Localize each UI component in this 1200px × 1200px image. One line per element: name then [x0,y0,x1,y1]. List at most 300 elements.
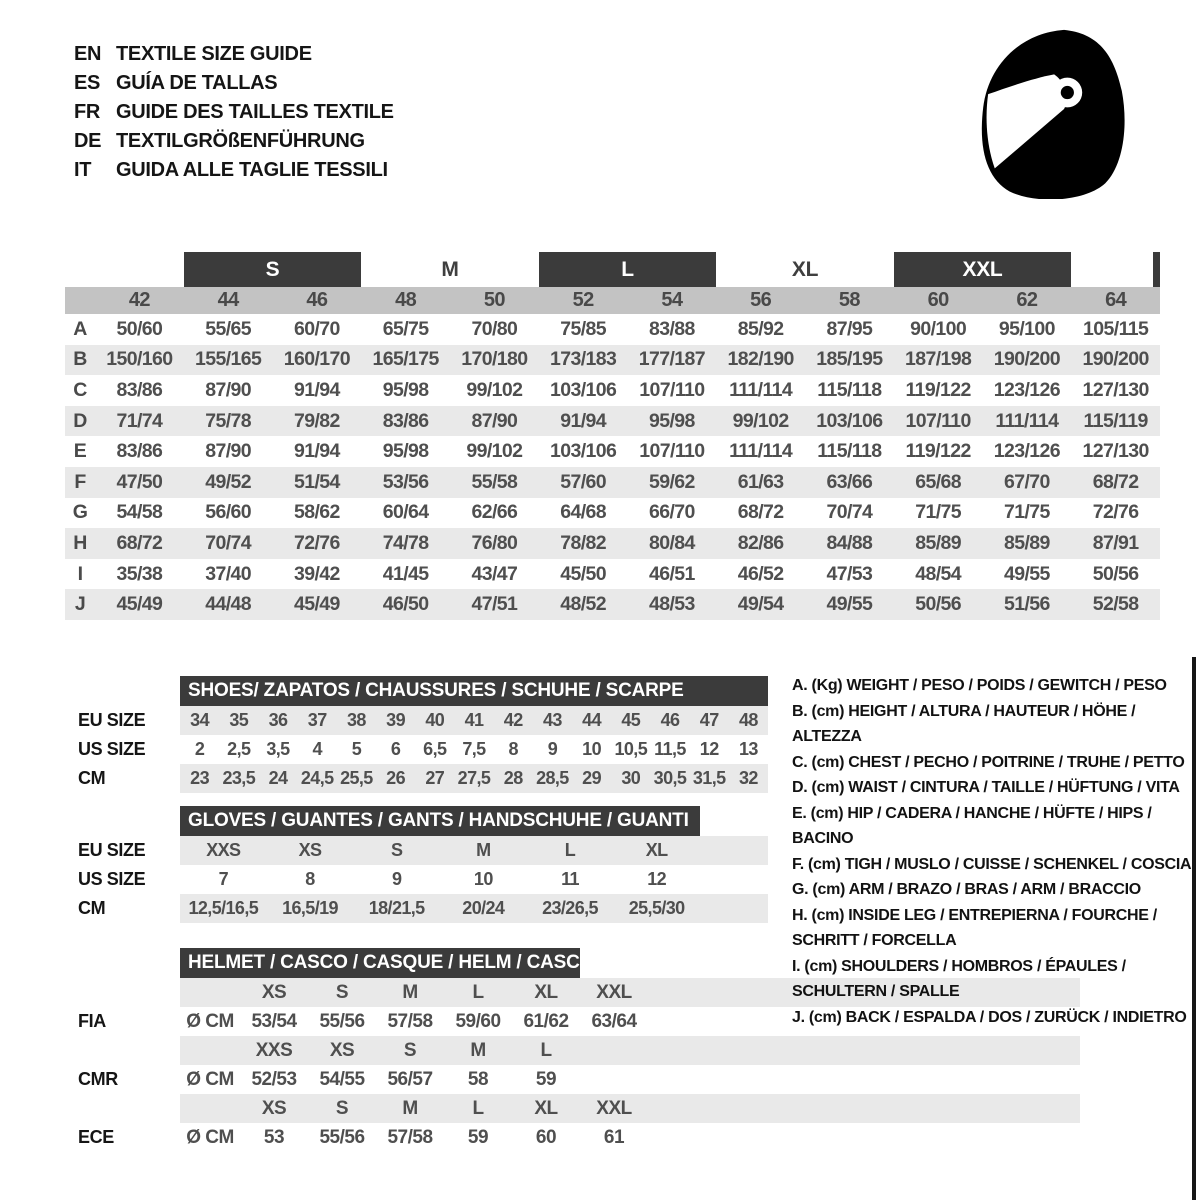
legend-item: I. (cm) SHOULDERS / HOMBROS / ÉPAULES / SCHULTERN / SPALLE [792,957,1126,1000]
helmet-diameter-value: 55/56 [319,1010,365,1032]
table-row-j [65,589,1160,620]
shoe-size-value: 27,5 [457,768,491,788]
measurement-value: 55/58 [471,470,518,493]
measurement-value: 35/38 [116,562,163,585]
measurement-value: 64/68 [560,501,607,524]
diameter-column-spacer [180,1036,240,1065]
measurement-value: 45/49 [293,593,340,616]
measurement-value: 127/130 [1082,440,1149,463]
measurement-value: 85/89 [1003,531,1050,554]
measurement-value: 61/63 [737,470,784,493]
measurement-value: 71/75 [1003,501,1050,524]
table-row-c [65,375,1160,406]
diameter-column-spacer [180,978,240,1007]
measurement-value: 48/54 [915,562,962,585]
helmet-size-label: S [403,1039,417,1061]
measurement-value: 87/90 [205,378,252,401]
page-title: TEXTILE SIZE GUIDE [116,43,312,65]
measurement-value: 107/110 [905,409,971,432]
shoe-size-value: 8 [508,739,518,759]
size-column-header: 54 [661,289,683,311]
glove-size-value: M [476,840,491,860]
helmet-size-label: XXS [255,1039,293,1061]
size-group-l: L [539,252,717,287]
helmet-diameter-value: 59 [467,1126,489,1148]
measurement-value: 107/110 [639,440,705,463]
glove-size-value: 23/26,5 [542,898,598,918]
measurement-value: 39/42 [293,562,340,585]
measurement-value: 67/70 [1003,470,1050,493]
language-code: EN [74,43,102,65]
shoe-size-value: 46 [660,710,680,730]
measurement-value: 91/94 [560,409,607,432]
measurement-value: 111/114 [729,378,793,401]
ece-sizes [180,1094,648,1123]
measurement-value: 60/64 [382,501,429,524]
measurement-value: 70/74 [826,501,873,524]
gloves-eu-row [78,836,768,865]
shoe-size-value: 11,5 [654,739,686,759]
helmet-diameter-value: 59 [535,1068,557,1090]
measurement-value: 123/126 [993,440,1061,463]
measurement-value: 48/53 [648,593,695,616]
measurement-value: 99/102 [466,440,523,463]
language-title-block [74,40,394,185]
size-column-header: 44 [217,289,239,311]
measurement-value: 50/56 [915,593,962,616]
measurement-value: 150/160 [106,348,173,371]
legend-item: G. (cm) ARM / BRAZO / BRAS / ARM / BRACCIO [792,881,1141,898]
row-key: G [72,501,88,524]
helmet-diameter-value: 52/53 [251,1068,297,1090]
shoe-size-value: 24,5 [300,768,334,788]
glove-size-value: 12,5/16,5 [188,898,259,918]
measurement-value: 58/62 [293,501,340,524]
measurement-value: 111/114 [995,409,1059,432]
gloves-cm-row [78,894,768,923]
shoe-size-value: 43 [542,710,562,730]
row-key: H [73,531,87,554]
measurement-value: 185/195 [816,348,883,371]
page-title: GUIDA ALLE TAGLIE TESSILI [116,159,388,181]
title-row-fr [74,98,394,127]
size-column-header: 42 [128,289,150,311]
legend-item: A. (Kg) WEIGHT / PESO / POIDS / GEWITCH / PESO [792,677,1167,694]
measurement-value: 90/100 [910,317,967,340]
shoe-size-value: 9 [547,739,558,759]
measurement-value: 48/52 [560,593,607,616]
shoe-size-value: 5 [351,739,362,759]
measurement-value: 56/60 [205,501,252,524]
row-label-eu-size: EU SIZE [78,710,146,730]
measurement-value: 50/56 [1092,562,1139,585]
shoe-size-value: 10 [582,739,601,759]
table-row-b [65,345,1160,376]
shoe-size-value: 6,5 [423,739,447,759]
size-group-m: M [441,257,459,281]
measurement-value: 66/70 [648,501,695,524]
measurement-value: 75/78 [205,409,252,432]
helmet-diameter-value: 63/64 [591,1010,637,1032]
measurement-value: 111/114 [729,440,793,463]
measurement-value: 51/56 [1003,593,1050,616]
helmet-size-label: XS [329,1039,355,1061]
shoe-size-value: 44 [582,710,601,730]
helmet-size-label: L [472,1097,484,1119]
size-group-header-row [65,252,1160,287]
measurement-value: 87/91 [1092,531,1139,554]
table-row-e [65,436,1160,467]
measurement-value: 37/40 [205,562,252,585]
table-row-i [65,559,1160,590]
measurement-value: 45/50 [560,562,607,585]
glove-size-value: S [390,840,403,860]
glove-size-value: 25,5/30 [628,898,685,918]
size-number-band [65,287,1160,314]
shoe-size-value: 26 [386,768,405,788]
shoe-size-value: 38 [346,710,366,730]
shoe-size-value: 6 [390,739,401,759]
measurement-value: 72/76 [1092,501,1139,524]
measurement-value: 83/88 [648,317,695,340]
shoe-size-value: 36 [268,710,288,730]
helmet-diameter-value: 53 [263,1126,285,1148]
measurement-value: 47/53 [826,562,873,585]
shoe-size-value: 2,5 [227,739,251,759]
measurement-value: 87/95 [826,317,873,340]
measurement-value: 76/80 [471,531,518,554]
glove-size-value: 7 [218,869,229,889]
row-key: E [73,440,87,463]
helmet-size-label: XXL [596,981,632,1003]
shoe-size-value: 7,5 [462,739,486,759]
measurement-value: 46/50 [382,593,429,616]
measurement-value: 74/78 [382,531,429,554]
shoe-size-value: 31,5 [692,768,726,788]
cmr-size-band [180,1036,1080,1065]
measurement-value: 105/115 [1083,317,1149,340]
shoe-size-value: 42 [503,710,523,730]
page-title: GUÍA DE TALLAS [116,72,278,94]
right-border-rule [1192,657,1196,1200]
measurement-value: 75/85 [560,317,607,340]
helmet-diameter-value: 53/54 [251,1010,297,1032]
glove-size-value: XS [298,840,322,860]
shoe-size-value: 41 [464,710,484,730]
measurement-value: 103/106 [816,409,883,432]
legend-item: F. (cm) TIGH / MUSLO / CUISSE / SCHENKEL / COSCIA [792,855,1192,873]
table-row-f [65,467,1160,498]
language-code: FR [74,101,101,123]
language-code: IT [74,159,92,181]
glove-size-value: 11 [561,869,579,889]
shoe-size-value: 37 [307,710,327,730]
shoe-size-value: 30 [621,768,641,788]
shoe-size-value: 23,5 [222,768,256,788]
shoe-size-value: 29 [582,768,601,788]
measurement-value: 68/72 [116,531,163,554]
shoe-size-value: 2 [194,739,205,759]
measurement-value: 160/170 [283,348,351,371]
measurement-value: 47/51 [471,593,518,616]
helmet-size-label: XL [534,981,558,1003]
shoe-size-value: 40 [425,710,445,730]
measurement-value: 115/118 [817,440,882,463]
measurement-value: 49/55 [826,593,873,616]
measurement-value: 107/110 [639,378,705,401]
shoes-section-title: SHOES/ ZAPATOS / CHAUSSURES / SCHUHE / SCARPE [180,676,768,706]
measurement-value: 155/165 [194,348,262,371]
measurement-value: 43/47 [471,562,518,585]
size-column-header: 64 [1105,289,1127,311]
measurement-value: 95/100 [998,317,1055,340]
glove-size-value: 10 [473,869,493,889]
title-row-it [74,156,394,185]
measurement-value: 65/68 [915,470,962,493]
measurement-value: 53/56 [382,470,429,493]
helmet-diameter-value: 61/62 [523,1010,569,1032]
measurement-value: 87/90 [471,409,518,432]
helmet-size-label: L [540,1039,552,1061]
legend-item: C. (cm) CHEST / PECHO / POITRINE / TRUHE / PETTO [792,753,1185,771]
measurement-value: 83/86 [382,409,429,432]
gloves-us-values [180,865,768,894]
racing-helmet-icon [970,24,1135,199]
glove-size-value: 20/24 [462,898,505,918]
fia-values-row [78,1007,648,1036]
diameter-unit-label: Ø CM [186,1126,234,1148]
measurement-value: 99/102 [466,378,523,401]
page-title: GUIDE DES TAILLES TEXTILE [116,101,394,123]
helmet-size-label: M [402,981,418,1003]
language-code: ES [74,72,101,94]
size-column-header: 56 [750,289,772,311]
page-title: TEXTILGRÖßENFÜHRUNG [116,130,365,152]
glove-size-value: XL [645,840,668,860]
row-label-cm: CM [78,768,106,788]
glove-size-value: 9 [391,869,402,889]
glove-size-value: L [564,840,576,860]
measurement-value: 55/65 [205,317,252,340]
title-row-es [74,69,394,98]
measurement-value: 95/98 [382,378,429,401]
measurement-value: 190/200 [993,348,1061,371]
measurement-value: 190/200 [1082,348,1149,371]
measurement-value: 170/180 [461,348,528,371]
measurement-value: 50/60 [116,317,163,340]
measurement-value: 182/190 [727,348,794,371]
helmet-size-label: S [335,981,349,1003]
cmr-values [180,1065,648,1094]
measurement-value: 115/118 [817,378,882,401]
shoe-size-value: 39 [386,710,405,730]
size-column-header: 50 [483,289,505,311]
fia-sizes [180,978,648,1007]
measurement-value: 63/66 [826,470,873,493]
measurement-value: 123/126 [993,378,1061,401]
gloves-eu-values [180,836,768,865]
measurement-value: 45/49 [116,593,163,616]
shoes-us-values [180,735,768,764]
measurement-value: 49/52 [205,470,252,493]
shoe-size-value: 4 [312,739,322,759]
measurement-value: 52/58 [1092,593,1139,616]
diameter-unit-label: Ø CM [186,1068,234,1090]
shoe-size-value: 10,5 [614,739,648,759]
size-header-endcap [1153,252,1160,287]
measurement-value: 46/52 [737,562,784,585]
measurement-value: 70/74 [205,531,252,554]
measurement-value: 95/98 [382,440,429,463]
measurement-value: 119/122 [905,378,971,401]
helmet-diameter-value: 54/55 [319,1068,365,1090]
glove-size-value: 18/21,5 [368,898,425,918]
measurement-legend [792,673,1200,1030]
glove-size-value: 8 [305,869,315,889]
measurement-value: 87/90 [205,440,252,463]
size-group-xxl: XXL [894,252,1072,287]
glove-size-value: 16,5/19 [282,898,338,918]
title-row-en [74,40,394,69]
row-key: A [73,317,87,340]
shoe-size-value: 12 [699,739,719,759]
helmet-size-label: XL [534,1097,558,1119]
glove-size-value: 12 [647,869,667,889]
row-key: B [73,348,87,371]
size-column-header: 58 [838,289,860,311]
measurement-value: 119/122 [905,440,971,463]
helmet-diameter-value: 59/60 [455,1010,501,1032]
shoe-size-value: 13 [738,739,758,759]
row-key: D [73,409,87,432]
legend-item: D. (cm) WAIST / CINTURA / TAILLE / HÜFTUNG / VITA [792,779,1180,796]
shoe-size-value: 28,5 [536,768,569,788]
measurement-value: 91/94 [293,378,340,401]
diameter-column-spacer [180,1094,240,1123]
shoe-size-value: 48 [738,710,758,730]
ece-values [180,1123,648,1152]
cmr-values-row [78,1065,648,1094]
helmet-diameter-value: 55/56 [319,1126,365,1148]
measurement-value: 46/51 [648,562,695,585]
helmet-size-label: M [402,1097,418,1119]
row-label-us-size: US SIZE [78,869,146,889]
size-column-header: 62 [1016,289,1038,311]
helmet-diameter-value: 61 [603,1126,625,1148]
helmet-diameter-value: 56/57 [387,1068,433,1090]
shoes-eu-row [78,706,768,735]
size-group-s: S [184,252,362,287]
measurement-value: 71/75 [915,501,962,524]
shoe-size-value: 3,5 [266,739,290,759]
shoes-cm-row [78,764,768,793]
glove-size-value: XXS [206,840,241,860]
measurement-value: 85/89 [915,531,962,554]
shoe-size-value: 24 [268,768,288,788]
helmet-diameter-value: 57/58 [387,1126,433,1148]
measurement-value: 103/106 [549,378,617,401]
shoe-size-value: 30,5 [653,768,687,788]
measurement-value: 83/86 [116,440,163,463]
table-row-a [65,314,1160,345]
size-group-xl: XL [791,257,819,281]
shoe-size-value: 28 [503,768,523,788]
legend-item: E. (cm) HIP / CADERA / HANCHE / HÜFTE / HIPS / BACINO [792,804,1152,847]
measurement-value: 91/94 [293,440,340,463]
shoe-size-value: 32 [738,768,758,788]
measurement-value: 70/80 [471,317,518,340]
shoe-size-value: 25,5 [340,768,373,788]
standard-label-fia: FIA [78,1011,106,1031]
row-key: C [73,378,87,401]
helmet-size-label: S [335,1097,349,1119]
row-key: F [74,470,86,493]
cmr-sizes [180,1036,648,1065]
size-column-header: 60 [927,289,949,311]
measurement-value: 187/198 [904,348,972,371]
measurement-table [65,314,1160,620]
measurement-value: 49/54 [737,593,784,616]
helmet-diameter-value: 60 [535,1126,557,1148]
measurement-value: 47/50 [116,470,163,493]
gloves-cm-values [180,894,768,923]
table-row-g [65,498,1160,529]
ece-values-row [78,1123,648,1152]
measurement-value: 68/72 [737,501,784,524]
shoe-size-value: 23 [190,768,209,788]
row-key-spacer [65,287,95,314]
size-column-header: 52 [572,289,594,311]
row-label-eu-size: EU SIZE [78,840,146,860]
measurement-value: 103/106 [549,440,617,463]
measurement-value: 78/82 [560,531,607,554]
measurement-value: 72/76 [293,531,340,554]
measurement-value: 44/48 [205,593,252,616]
row-label-cm: CM [78,898,106,918]
helmet-size-label: L [472,981,484,1003]
legend-item: B. (cm) HEIGHT / ALTURA / HAUTEUR / HÖHE / ALTEZZA [792,702,1136,745]
helmet-size-label: XS [261,981,287,1003]
shoes-us-row [78,735,768,764]
helmet-size-label: M [470,1039,486,1061]
diameter-unit-label: Ø CM [186,1010,234,1032]
measurement-value: 95/98 [648,409,695,432]
fia-values [180,1007,648,1036]
title-row-de [74,127,394,156]
legend-item: J. (cm) BACK / ESPALDA / DOS / ZURÜCK / INDIETRO [792,1008,1187,1026]
helmet-size-label: XS [261,1097,287,1119]
shoe-size-value: 27 [425,768,445,788]
measurement-value: 68/72 [1092,470,1139,493]
measurement-value: 62/66 [471,501,518,524]
measurement-value: 177/187 [638,348,706,371]
language-code: DE [74,130,102,152]
standard-label-cmr: CMR [78,1069,118,1089]
helmet-diameter-value: 57/58 [387,1010,433,1032]
helmet-section-title: HELMET / CASCO / CASQUE / HELM / CASCO [180,948,580,978]
measurement-value: 115/119 [1083,409,1148,432]
measurement-value: 59/62 [648,470,695,493]
measurement-value: 173/183 [549,348,617,371]
row-key: J [74,593,86,616]
measurement-value: 60/70 [293,317,340,340]
shoe-size-value: 45 [621,710,641,730]
standard-label-ece: ECE [78,1127,114,1147]
measurement-value: 79/82 [293,409,340,432]
measurement-value: 71/74 [116,409,163,432]
shoe-size-value: 47 [699,710,719,730]
table-row-h [65,528,1160,559]
